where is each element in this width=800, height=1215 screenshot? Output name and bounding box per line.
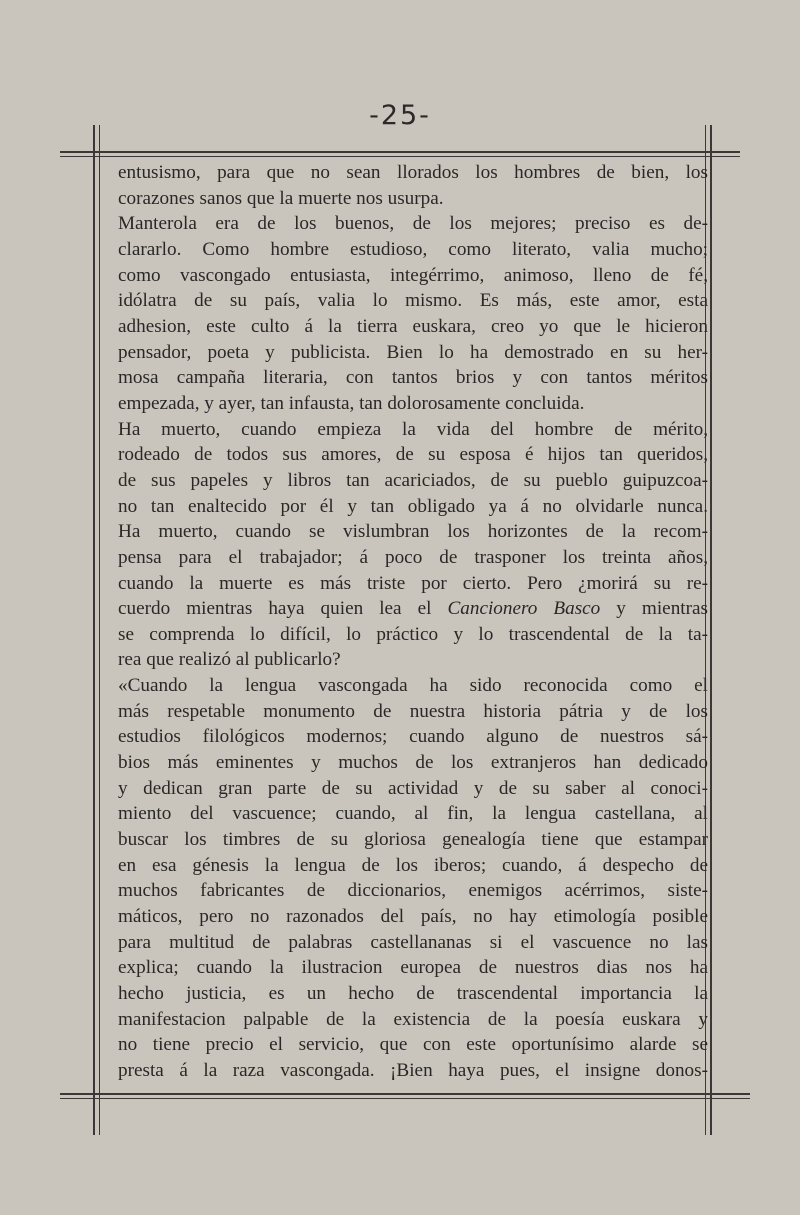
text-line: hecho justicia, es un hecho de trascendental importancia la (118, 983, 708, 1004)
text-line: máticos, pero no razonados del país, no hay etimología posible (118, 906, 708, 928)
text-line: buscar los timbres de su gloriosa genealogía tiene que estampar (118, 829, 708, 851)
frame-right-rule-outer (710, 125, 712, 1135)
text-line: no tan enaltecido por él y tan obligado ya á no olvidarle nunca. (118, 495, 708, 517)
text-line: Manterola era de los buenos, de los mejores; preciso es de- (118, 213, 708, 235)
text-line: pensa para el trabajador; á poco de trasponer los treinta años, (118, 546, 708, 568)
text-line: rea que realizó al publicarlo? (118, 649, 341, 671)
text-line: de sus papeles y libros tan acariciados, de su pueblo guipuzcoa- (118, 469, 708, 491)
page-number: -25- (369, 100, 431, 131)
text-line: rodeado de todos sus amores, de su esposa é hijos tan queridos, (118, 444, 708, 466)
text-line: más respetable monumento de nuestra historia pátria y de los (118, 700, 708, 722)
text-line: Ha muerto, cuando se vislumbran los horizontes de la recom- (118, 521, 708, 543)
text-line: estudios filológicos modernos; cuando alguno de nuestros sá- (118, 726, 708, 748)
text-line: mosa campaña literaria, con tantos brios y con tantos méritos (118, 367, 708, 389)
text-line: bios más eminentes y muchos de los extranjeros han dedicado (118, 752, 708, 774)
frame-left-rule-outer (93, 125, 95, 1135)
frame-top-rule-outer (60, 151, 740, 153)
text-line: entusismo, para que no sean llorados los hombres de bien, los (118, 162, 708, 183)
body-text (118, 160, 708, 1084)
text-line: cuando la muerte es más triste por cierto. Pero ¿morirá su re- (118, 572, 708, 594)
text-line: y dedican gran parte de su actividad y de su saber al conoci- (118, 777, 708, 799)
text-line: Ha muerto, cuando empieza la vida del hombre de mérito, (118, 418, 708, 440)
text-line: clararlo. Como hombre estudioso, como literato, valia mucho; (118, 238, 708, 260)
text-line: miento del vascuence; cuando, al fin, la lengua castellana, al (118, 803, 708, 825)
text-line: para multitud de palabras castellananas si el vascuence no las (118, 931, 708, 953)
text-line: explica; cuando la ilustracion europea de nuestros dias nos ha (118, 957, 708, 979)
text-line: manifestacion palpable de la existencia de la poesía euskara y (118, 1008, 708, 1030)
text-line: idólatra de su país, valia lo mismo. Es más, este amor, esta (118, 290, 708, 312)
text-line: como vascongado entusiasta, integérrimo, animoso, lleno de fé, (118, 264, 708, 286)
text-line: en esa génesis la lengua de los iberos; cuando, á despecho de (118, 854, 708, 876)
text-line: no tiene precio el servicio, que con este oportunísimo alarde se (118, 1034, 708, 1056)
text-line: se comprenda lo difícil, lo práctico y lo trascendental de la ta- (118, 623, 708, 645)
frame-bottom-rule-outer (60, 1093, 750, 1095)
frame-left-rule-inner (99, 125, 100, 1135)
frame-bottom-rule-inner (60, 1098, 750, 1099)
text-line: corazones sanos que la muerte nos usurpa. (118, 187, 444, 209)
book-title: Cancionero Basco (447, 598, 601, 620)
text-line: cuerdo mientras haya quien lea el Cancionero Basco y mientras (118, 598, 708, 620)
text-line: adhesion, este culto á la tierra euskara, creo yo que le hicieron (118, 315, 708, 337)
text-line: «Cuando la lengua vascongada ha sido reconocida como el (118, 675, 708, 697)
text-line: muchos fabricantes de diccionarios, enemigos acérrimos, siste- (118, 880, 708, 902)
text-line: presta á la raza vascongada. ¡Bien haya pues, el insigne donos- (118, 1059, 708, 1081)
text-line: pensador, poeta y publicista. Bien lo ha demostrado en su her- (118, 341, 708, 363)
text-line: empezada, y ayer, tan infausta, tan dolorosamente concluida. (118, 392, 585, 414)
frame-top-rule-inner (60, 156, 740, 157)
